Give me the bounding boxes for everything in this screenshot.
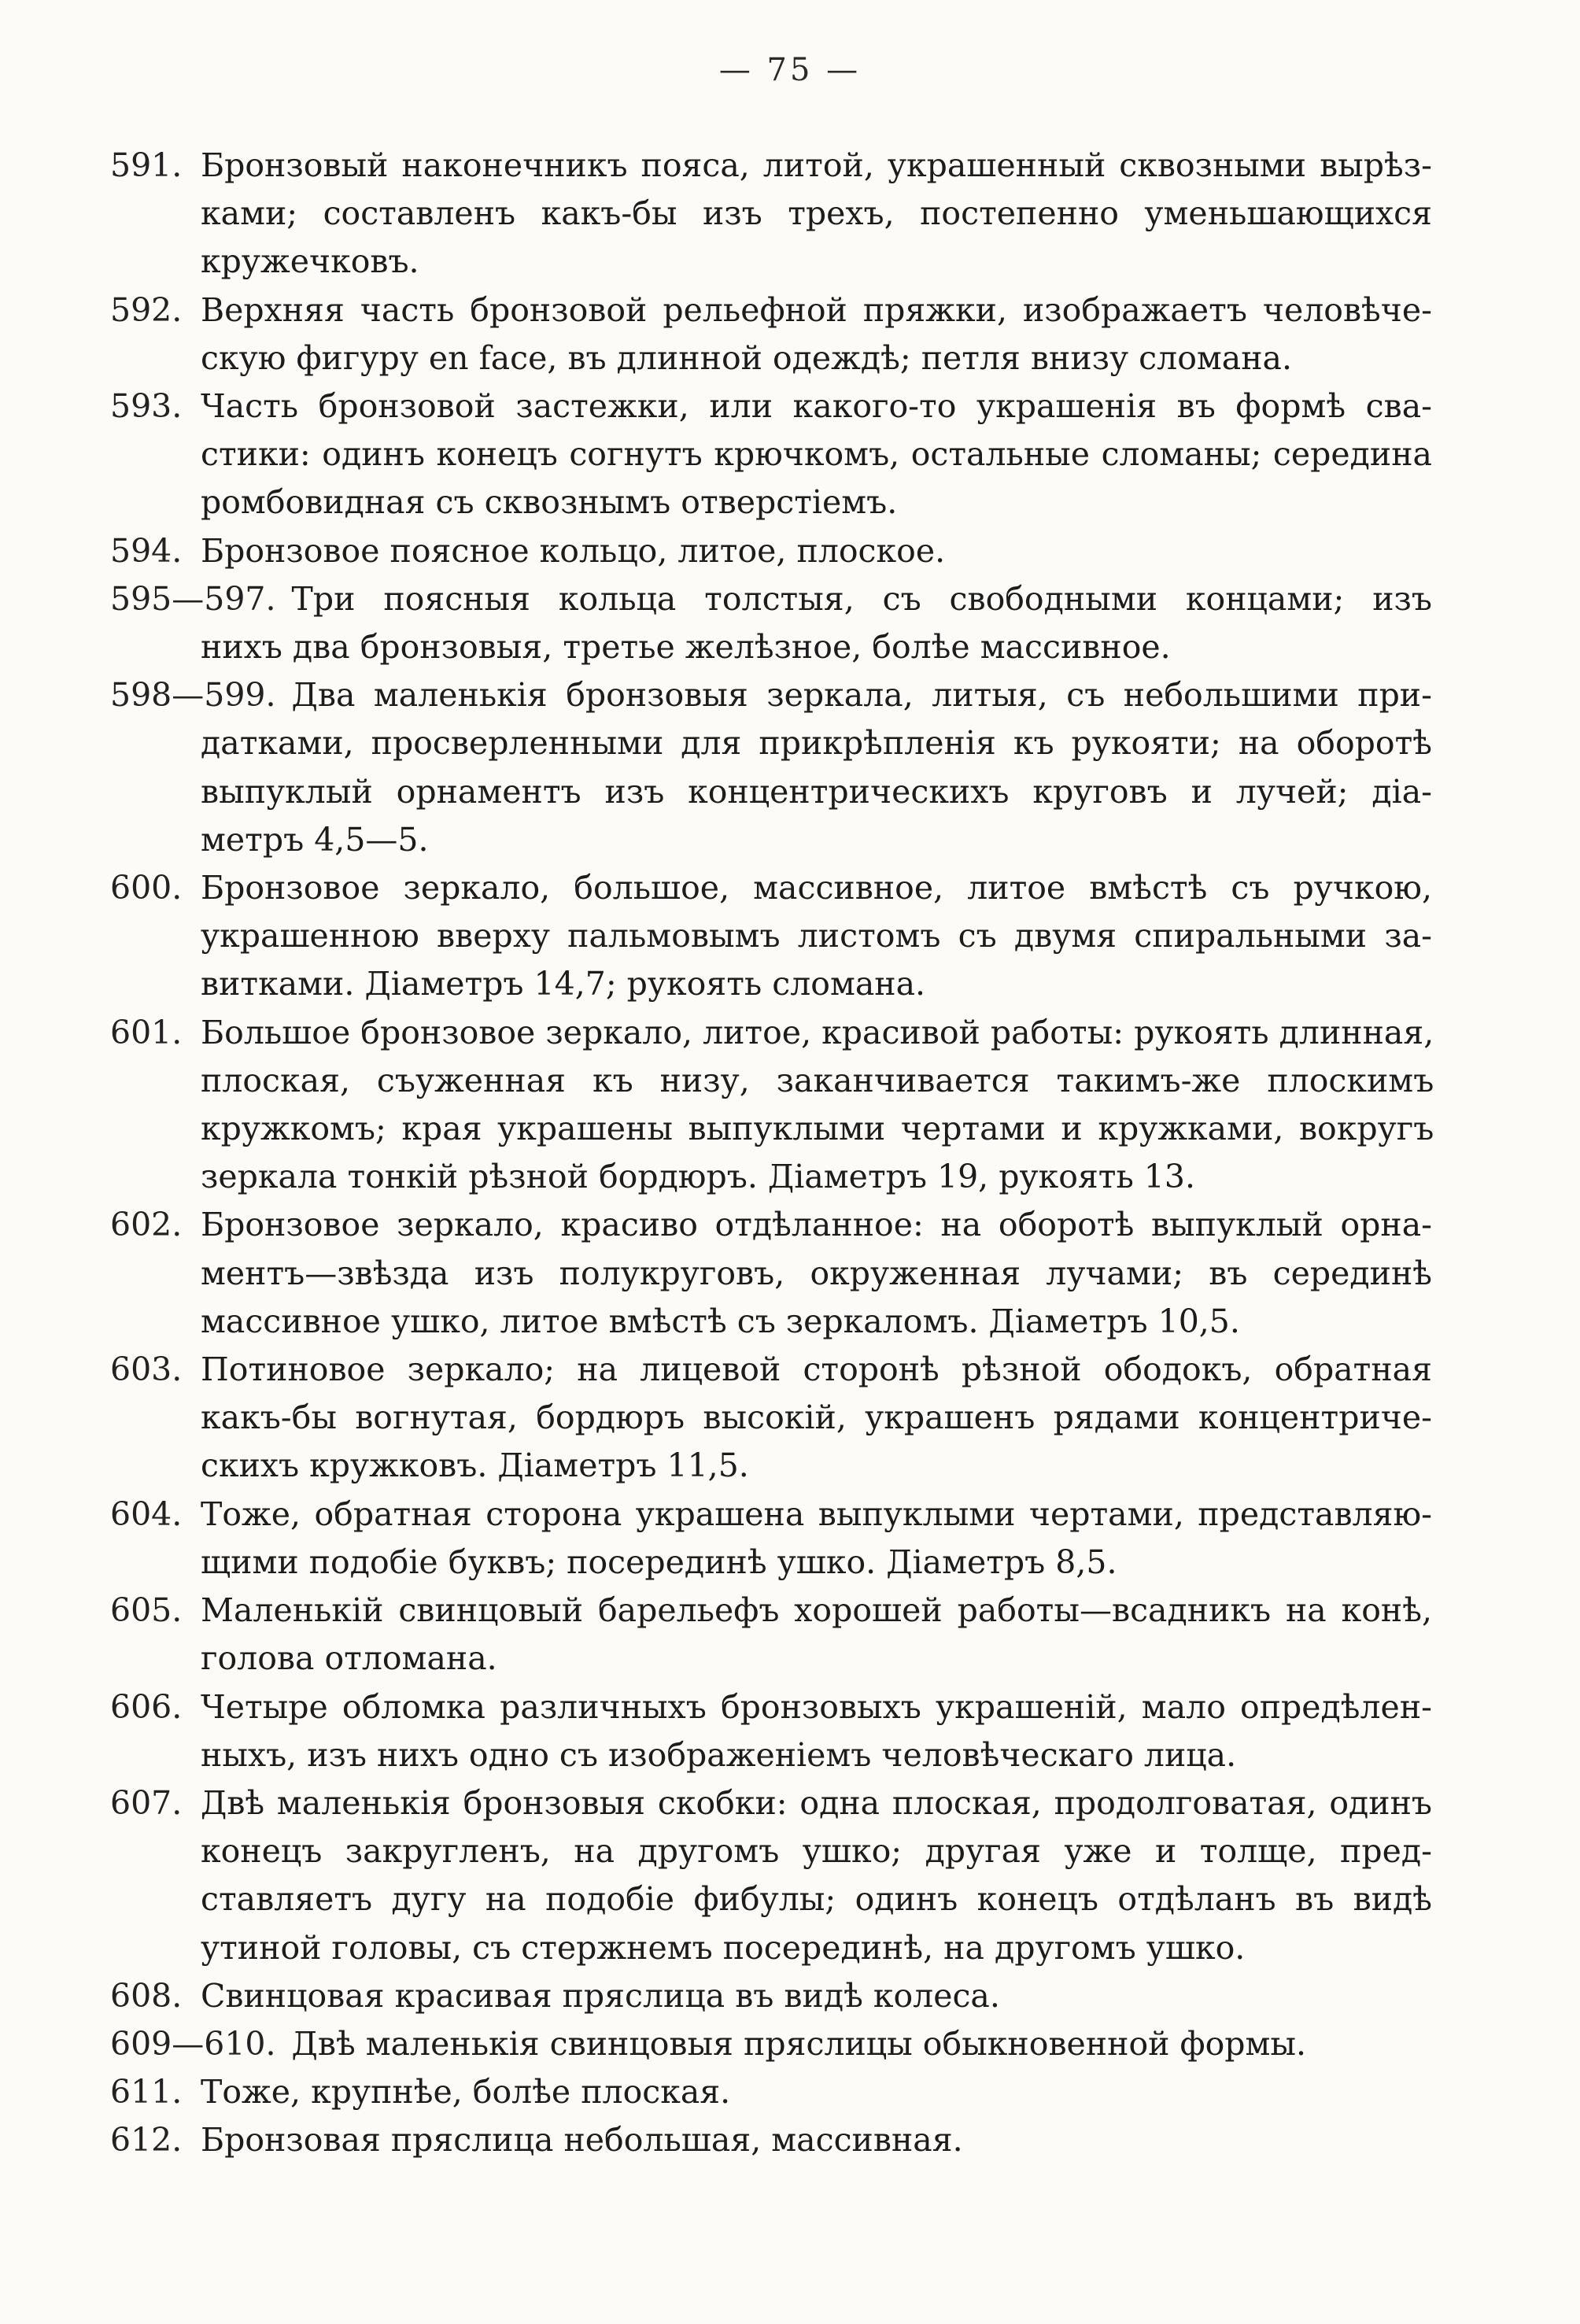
entry-line: ками; составленъ какъ-бы изъ трехъ, постепенно уменьшающихся	[201, 194, 1432, 233]
entry-line: Бронзовая пряслица небольшая, массивная.	[201, 2121, 963, 2160]
entry-line: метръ 4,5—5.	[201, 820, 429, 859]
entry-line: скую фигуру en face, въ длинной одеждѣ; петля внизу сломана.	[201, 338, 1293, 377]
entry-number: 593.	[110, 387, 183, 426]
entry-line: голова отломана.	[201, 1639, 497, 1678]
entry-line: витками. Діаметръ 14,7; рукоять сломана.	[201, 965, 926, 1003]
entry-line: стики: одинъ конецъ согнутъ крючкомъ, остальные сломаны; середина	[201, 435, 1432, 474]
entry-line: Потиновое зеркало; на лицевой сторонѣ рѣзной ободокъ, обратная	[201, 1350, 1432, 1389]
entry-line: Четыре обломка различныхъ бронзовыхъ украшеній, мало опредѣлен-	[201, 1687, 1432, 1726]
entry-line: Часть бронзовой застежки, или какого-то украшенія въ формѣ сва-	[201, 387, 1432, 426]
entry-line: Свинцовая красивая пряслица въ видѣ колеса.	[201, 1976, 1000, 2015]
catalog-entry	[110, 382, 1432, 527]
entry-line: Два маленькія бронзовыя зеркала, литыя, съ небольшими при-	[291, 676, 1432, 715]
entry-line: щими подобіе буквъ; посерединѣ ушко. Діаметръ 8,5.	[201, 1543, 1117, 1581]
entry-line: кружечковъ.	[201, 242, 419, 281]
indent-spacer	[110, 719, 201, 864]
catalog-entry	[110, 2116, 1432, 2164]
entry-line: Верхняя часть бронзовой рельефной пряжки, изображаетъ человѣче-	[201, 290, 1432, 329]
entry-line: Маленькій свинцовый барельефъ хорошей работы—всадникъ на конѣ,	[201, 1591, 1432, 1630]
catalog-entry	[110, 1491, 1432, 1587]
entry-line: датками, просверленными для прикрѣпленія къ рукояти; на оборотѣ	[201, 724, 1432, 763]
catalog-entry	[110, 1346, 1432, 1491]
entry-number: 602.	[110, 1206, 183, 1244]
catalog-entry	[110, 1683, 1432, 1779]
catalog-entry	[110, 2020, 1432, 2068]
entry-number: 609—610.	[110, 2024, 276, 2063]
entry-number: 604.	[110, 1495, 183, 1533]
catalog-entry	[110, 527, 1432, 575]
entry-line: ромбовидная съ сквознымъ отверстіемъ.	[201, 483, 898, 522]
catalog-entry	[110, 1587, 1432, 1683]
entry-number: 608.	[110, 1976, 183, 2015]
entry-number: 595—597.	[110, 579, 276, 618]
entry-number: 607.	[110, 1783, 183, 1822]
catalog-entry	[110, 1779, 1432, 1972]
entry-number: 594.	[110, 531, 183, 570]
entry-line: Тоже, обратная сторона украшена выпуклыми чертами, представляю-	[201, 1495, 1432, 1533]
entry-line: скихъ кружковъ. Діаметръ 11,5.	[201, 1446, 749, 1485]
entry-line: зеркала тонкій рѣзной бордюръ. Діаметръ 19, рукоять 13.	[201, 1158, 1196, 1196]
entry-number: 611.	[110, 2073, 183, 2112]
entry-line: Три поясныя кольца толстыя, съ свободными концами; изъ	[291, 579, 1432, 618]
entry-number: 606.	[110, 1687, 183, 1726]
entry-line: конецъ закругленъ, на другомъ ушко; другая уже и толще, пред-	[201, 1832, 1432, 1871]
entry-line: ставляетъ дугу на подобіе фибулы; одинъ конецъ отдѣланъ въ видѣ	[201, 1880, 1432, 1919]
entry-line: Двѣ маленькія бронзовыя скобки: одна плоская, продолговатая, одинъ	[201, 1783, 1432, 1822]
entry-number: 598—599.	[110, 676, 276, 715]
catalog-entry	[110, 1972, 1432, 2020]
page-number: — 75 —	[718, 52, 862, 88]
entry-number: 612.	[110, 2121, 183, 2160]
catalog-entry	[110, 575, 1432, 623]
entry-number: 600.	[110, 869, 183, 907]
entry-number: 592.	[110, 290, 183, 329]
entry-line: ныхъ, изъ нихъ одно съ изображеніемъ человѣческаго лица.	[201, 1735, 1237, 1774]
entry-number: 605.	[110, 1591, 183, 1630]
indent-spacer	[110, 623, 201, 671]
entry-line: Бронзовое зеркало, красиво отдѣланное: на оборотѣ выпуклый орна-	[201, 1206, 1432, 1244]
catalog-entry	[110, 1201, 1432, 1346]
catalog-entries	[110, 142, 1432, 2165]
catalog-entry	[110, 142, 1432, 286]
entry-line: Бронзовый наконечникъ пояса, литой, украшенный сквозными вырѣз-	[201, 146, 1432, 184]
entry-line: нихъ два бронзовыя, третье желѣзное, болѣе массивное.	[201, 628, 1171, 667]
entry-number: 591.	[110, 146, 183, 184]
catalog-entry	[110, 864, 1432, 1009]
catalog-entry	[110, 671, 1432, 719]
catalog-entry	[110, 2068, 1432, 2116]
entry-line: кружкомъ; края украшены выпуклыми чертами и кружками, вокругъ	[201, 1110, 1434, 1148]
entry-line: выпуклый орнаментъ изъ концентрическихъ круговъ и лучей; діа-	[201, 772, 1432, 811]
catalog-entry	[110, 1009, 1432, 1202]
entry-line: плоская, съуженная къ низу, заканчивается такимъ-же плоскимъ	[201, 1061, 1434, 1099]
entry-line: утиной головы, съ стержнемъ посерединѣ, на другомъ ушко.	[201, 1928, 1246, 1967]
entry-line: Двѣ маленькія свинцовыя пряслицы обыкновенной формы.	[291, 2024, 1307, 2063]
entry-line: массивное ушко, литое вмѣстѣ съ зеркаломъ. Діаметръ 10,5.	[201, 1302, 1240, 1340]
catalog-entry-continuation	[110, 719, 1432, 864]
entry-line: Большое бронзовое зеркало, литое, красивой работы: рукоять длинная,	[201, 1013, 1434, 1051]
entry-line: какъ-бы вогнутая, бордюръ высокій, украшенъ рядами концентриче-	[201, 1398, 1432, 1437]
catalog-entry-continuation	[110, 623, 1432, 671]
entry-line: ментъ—звѣзда изъ полукруговъ, окруженная лучами; въ серединѣ	[201, 1254, 1432, 1292]
catalog-entry	[110, 286, 1432, 382]
entry-number: 601.	[110, 1013, 183, 1051]
entry-line: Тоже, крупнѣе, болѣе плоская.	[201, 2073, 731, 2112]
entry-line: Бронзовое поясное кольцо, литое, плоское.	[201, 531, 946, 570]
entry-line: Бронзовое зеркало, большое, массивное, литое вмѣстѣ съ ручкою,	[201, 869, 1432, 907]
entry-number: 603.	[110, 1350, 183, 1389]
entry-line: украшенною вверху пальмовымъ листомъ съ двумя спиральными за-	[201, 917, 1432, 955]
